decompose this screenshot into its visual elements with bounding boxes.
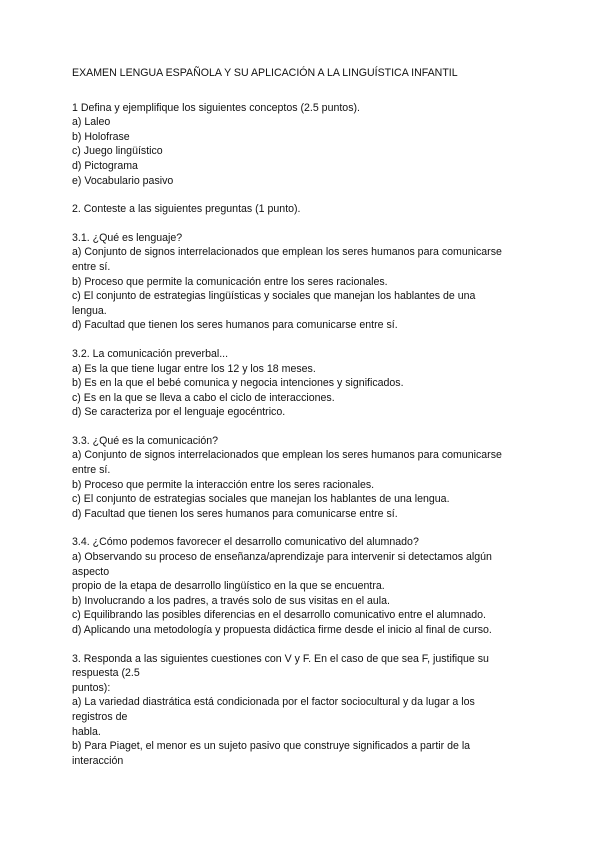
question-3-vf-line: habla. xyxy=(72,725,101,738)
question-3-1-line: c) El conjunto de estrategias lingüísticas y sociales que manejan los hablantes de una xyxy=(72,290,476,303)
question-3-4-line: aspecto xyxy=(72,565,110,578)
question-3-4-line: b) Involucrando a los padres, a través solo de sus visitas en el aula. xyxy=(72,594,390,607)
question-3-vf-line: 3. Responda a las siguientes cuestiones con V y F. En el caso de que sea F, justifique su xyxy=(72,652,489,665)
question-3-2-line: b) Es en la que el bebé comunica y negocia intenciones y significados. xyxy=(72,377,404,390)
question-3-vf-line: respuesta (2.5 xyxy=(72,667,140,680)
question-3-vf-line: a) La variedad diastrática está condicionada por el factor sociocultural y da lugar a los xyxy=(72,696,475,709)
question-3-vf-line: registros de xyxy=(72,710,128,723)
question-3-4-line: propio de la etapa de desarrollo lingüístico en la que se encuentra. xyxy=(72,580,385,593)
question-1-item: a) Laleo xyxy=(72,116,111,129)
question-3-4 xyxy=(72,535,532,637)
question-3-1-line: d) Facultad que tienen los seres humanos para comunicarse entre sí. xyxy=(72,319,398,332)
question-3-3-line: b) Proceso que permite la interacción entre los seres racionales. xyxy=(72,478,375,491)
question-3-2-line: d) Se caracteriza por el lenguaje egocéntrico. xyxy=(72,406,286,419)
question-3-2-line: a) Es la que tiene lugar entre los 12 y los 18 meses. xyxy=(72,362,316,375)
question-3-3-line: d) Facultad que tienen los seres humanos para comunicarse entre sí. xyxy=(72,507,398,520)
question-3-3 xyxy=(72,434,532,522)
question-3-3-prompt: 3.3. ¿Qué es la comunicación? xyxy=(72,434,219,447)
question-1 xyxy=(72,101,532,189)
question-3-4-prompt: 3.4. ¿Cómo podemos favorecer el desarrollo comunicativo del alumnado? xyxy=(72,536,419,549)
question-1-item: e) Vocabulario pasivo xyxy=(72,174,174,187)
question-3-1-line: a) Conjunto de signos interrelacionados que emplean los seres humanos para comunicarse xyxy=(72,246,502,259)
question-3-4-line: d) Aplicando una metodología y propuesta didáctica firme desde el inicio al final de curso. xyxy=(72,624,492,636)
question-3-3-line: a) Conjunto de signos interrelacionados que emplean los seres humanos para comunicarse xyxy=(72,449,502,462)
question-1-item: b) Holofrase xyxy=(72,130,130,143)
question-3-2 xyxy=(72,347,532,420)
question-3-3-line: c) El conjunto de estrategias sociales que manejan los hablantes de una lengua. xyxy=(72,493,450,506)
question-3-4-line: c) Equilibrando las posibles diferencias en el desarrollo comunicativo entre el alumnado. xyxy=(72,609,486,622)
question-3-3-line: entre sí. xyxy=(72,464,111,477)
question-3-1-line: lengua. xyxy=(72,304,107,317)
question-3-1-prompt: 3.1. ¿Qué es lenguaje? xyxy=(72,231,183,244)
question-3-vf-line: b) Para Piaget, el menor es un sujeto pasivo que construye significados a partir de la xyxy=(72,740,471,753)
exam-title: EXAMEN LENGUA ESPAÑOLA Y SU APLICACIÓN A LA LINGUÍSTICA INFANTIL xyxy=(72,67,458,79)
question-3-2-line: c) Es en la que se lleva a cabo el ciclo de interacciones. xyxy=(72,391,335,404)
question-1-item: d) Pictograma xyxy=(72,159,138,172)
question-3-vf-line: interacción xyxy=(72,754,124,767)
question-3-true-false xyxy=(72,652,532,769)
question-3-1-line: entre sí. xyxy=(72,260,111,273)
question-3-4-line: a) Observando su proceso de enseñanza/aprendizaje para intervenir si detectamos algún xyxy=(72,551,492,564)
question-2 xyxy=(72,202,532,217)
question-3-1 xyxy=(72,231,532,333)
question-2-prompt: 2. Conteste a las siguientes preguntas (1 punto). xyxy=(72,203,301,216)
exam-page xyxy=(72,66,532,782)
question-3-1-line: b) Proceso que permite la comunicación entre los seres racionales. xyxy=(72,275,388,288)
question-3-vf-line: puntos): xyxy=(72,681,111,694)
question-1-item: c) Juego lingüístico xyxy=(72,145,163,158)
question-3-2-prompt: 3.2. La comunicación preverbal... xyxy=(72,347,229,360)
question-1-prompt: 1 Defina y ejemplifique los siguientes conceptos (2.5 puntos). xyxy=(72,101,360,114)
